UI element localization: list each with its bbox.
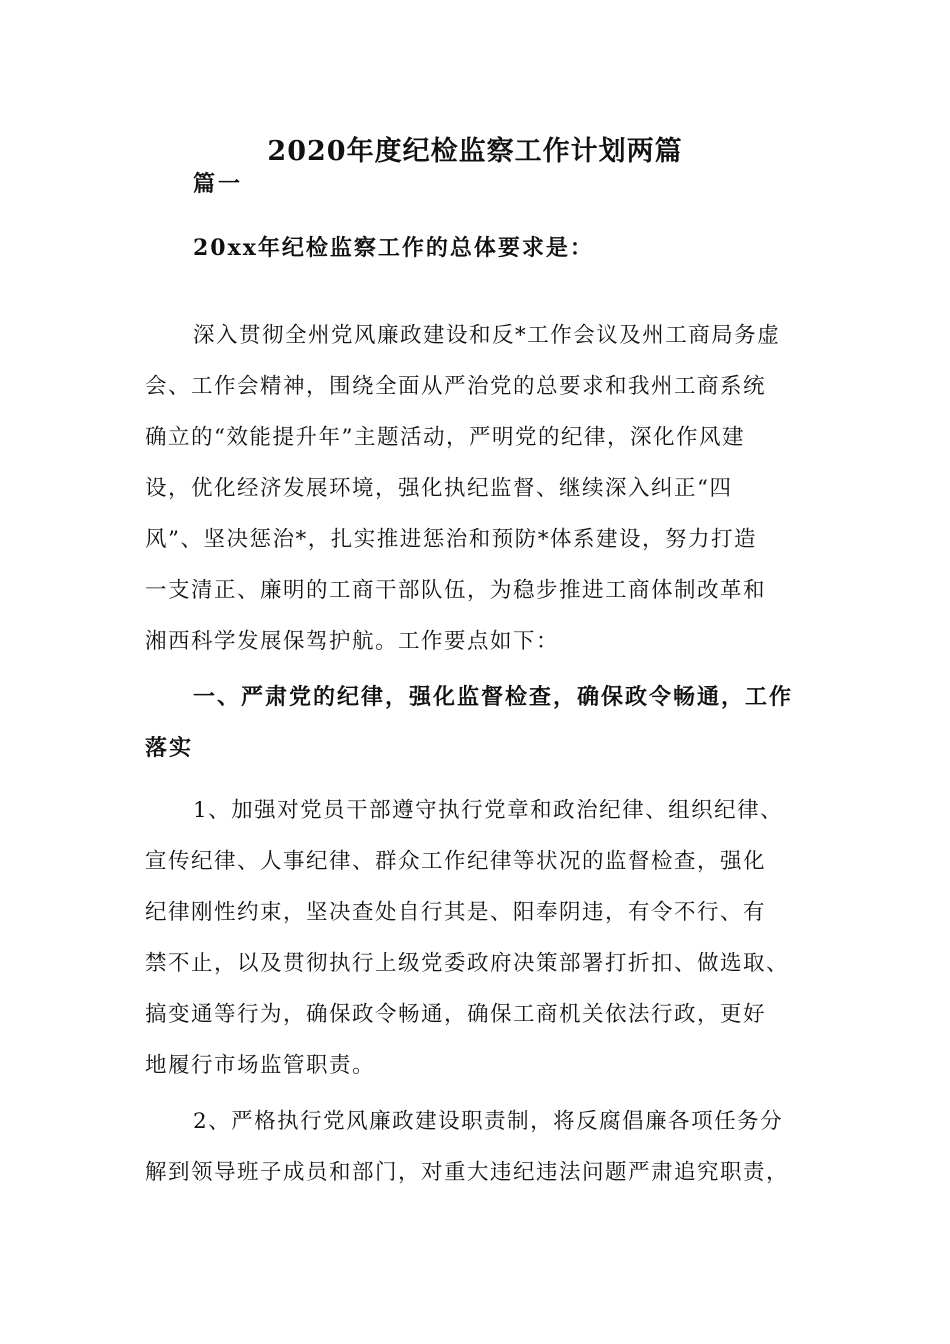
text-line: 1、加强对党员干部遵守执行党章和政治纪律、组织纪律、 bbox=[193, 798, 784, 823]
text-line: 确立的“效能提升年”主题活动，严明党的纪律，深化作风建 bbox=[145, 425, 745, 450]
text-line: 深入贯彻全州党风廉政建设和反*工作会议及州工商局务虚 bbox=[193, 323, 781, 348]
text-line: 设，优化经济发展环境，强化执纪监督、继续深入纠正“四 bbox=[145, 476, 733, 501]
text-line: 禁不止，以及贯彻执行上级党委政府决策部署打折扣、做选取、 bbox=[145, 951, 790, 976]
section-heading bbox=[145, 672, 811, 774]
text-line: 2、严格执行党风廉政建设职责制，将反腐倡廉各项任务分 bbox=[193, 1109, 784, 1134]
text-line: 解到领导班子成员和部门，对重大违纪违法问题严肃追究职责， bbox=[145, 1160, 790, 1185]
item-1-paragraph bbox=[145, 785, 811, 1091]
text-line: 纪律刚性约束，坚决查处自行其是、阳奉阴违，有令不行、有 bbox=[145, 900, 767, 925]
heading-line: 落实 bbox=[145, 735, 194, 761]
text-line: 一支清正、廉明的工商干部队伍，为稳步推进工商体制改革和 bbox=[145, 578, 767, 603]
section-subtitle: 20xx年纪检监察工作的总体要求是： bbox=[193, 235, 594, 261]
text-line: 搞变通等行为，确保政令畅通，确保工商机关依法行政，更好 bbox=[145, 1002, 767, 1027]
text-line: 会、工作会精神，围绕全面从严治党的总要求和我州工商系统 bbox=[145, 374, 767, 399]
item-2-paragraph bbox=[145, 1096, 811, 1198]
document-title: 2020年度纪检监察工作计划两篇 bbox=[267, 136, 683, 167]
text-line: 风”、坚决惩治*，扎实推进惩治和预防*体系建设，努力打造 bbox=[145, 527, 757, 552]
heading-line: 一、严肃党的纪律，强化监督检查，确保政令畅通，工作 bbox=[193, 684, 794, 710]
intro-paragraph bbox=[145, 310, 811, 667]
text-line: 湘西科学发展保驾护航。工作要点如下： bbox=[145, 629, 560, 654]
part-label: 篇一 bbox=[193, 171, 244, 197]
text-line: 地履行市场监管职责。 bbox=[145, 1053, 376, 1078]
text-line: 宣传纪律、人事纪律、群众工作纪律等状况的监督检查，强化 bbox=[145, 849, 767, 874]
